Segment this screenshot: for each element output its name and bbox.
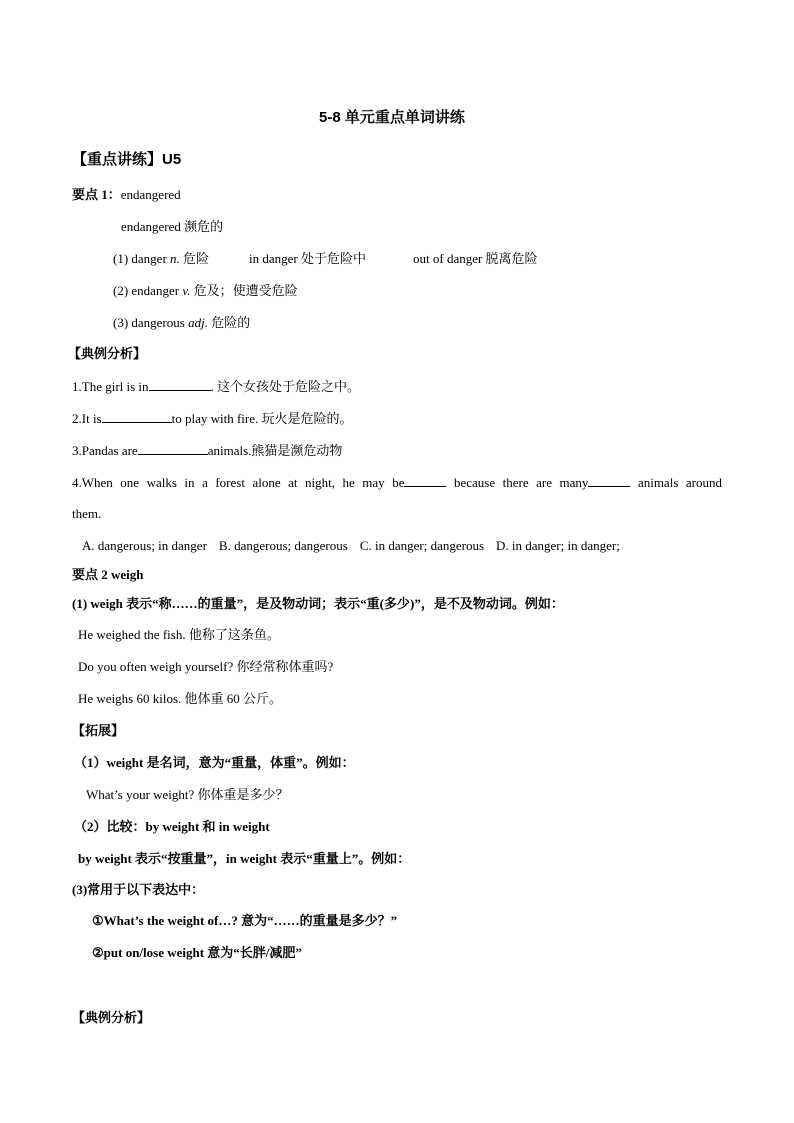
options-row [82, 538, 620, 554]
item-num: (2) endanger [113, 283, 183, 298]
point1-phrase-out-of-danger: out of danger 脱离危险 [413, 251, 538, 266]
item-cn: 危险 [179, 251, 210, 266]
option-c[interactable]: C. in danger; dangerous [359, 538, 485, 553]
extension-expr-2: ②put on/lose weight 意为“长胖/减肥” [92, 945, 302, 960]
point1-item-3 [113, 315, 250, 331]
exercise-text: 2.It is [72, 411, 102, 426]
exercise-4 [72, 474, 722, 491]
extension-item-1-example: What’s your weight? 你体重是多少？ [86, 787, 289, 802]
point1-heading [72, 187, 181, 203]
answer-blank[interactable] [588, 474, 630, 487]
exercise-text: animals.熊猫是濒危动物 [207, 443, 343, 458]
section-heading: 【重点讲练】U5 [72, 151, 182, 168]
extension-item-1: （1）weight 是名词，意为“重量，体重”。例如： [74, 755, 355, 770]
exercise-2 [72, 410, 353, 427]
exercise-text: 4.When one walks in a forest alone at night, he may be [72, 475, 405, 490]
item-num: (1) danger [113, 251, 171, 266]
item-cn: 危及；使遭受危险 [190, 283, 298, 298]
exercise-text: 1.The girl is in [72, 379, 149, 394]
exercise-text: 3.Pandas are [72, 443, 138, 458]
extension-heading: 【拓展】 [72, 723, 125, 738]
option-d[interactable]: D. in danger; in danger; [496, 538, 620, 553]
option-a[interactable]: A. dangerous; in danger [82, 538, 207, 553]
point1-item-2 [113, 283, 298, 299]
exercise-text: to play with fire. 玩火是危险的。 [171, 411, 353, 426]
extension-expr-1: ①What’s the weight of…? 意为“……的重量是多少？” [92, 913, 398, 928]
point1-meaning: endangered 濒危的 [121, 219, 224, 234]
extension-item-2-detail: by weight 表示“按重量”，in weight 表示“重量上”。例如： [78, 851, 411, 866]
example-heading: 【典例分析】 [68, 346, 147, 361]
extension-item-3: (3)常用于以下表达中： [72, 882, 205, 897]
example-heading-2: 【典例分析】 [72, 1010, 151, 1025]
item-cn: 危险的 [207, 315, 251, 330]
exercise-text: because there are many [454, 475, 589, 490]
point2-example-2: Do you often weigh yourself? 你经常称体重吗? [78, 659, 334, 674]
exercise-4-cont: them. [72, 506, 102, 521]
exercise-3 [72, 442, 342, 459]
point2-rule: (1) weigh 表示“称……的重量”，是及物动词；表示“重(多少)”，是不及物动词。例如： [72, 596, 564, 611]
point1-item-1 [113, 251, 209, 267]
answer-blank[interactable] [149, 378, 211, 391]
answer-blank[interactable] [138, 442, 208, 455]
exercise-1 [72, 378, 360, 395]
point1-phrase-in-danger: in danger 处于危险中 [249, 251, 366, 266]
exercise-text: animals around [637, 475, 722, 490]
page-title: 5-8 单元重点单词讲练 [319, 109, 465, 126]
extension-item-2: （2）比较：by weight 和 in weight [74, 819, 270, 834]
exercise-text: . 这个女孩处于危险之中。 [210, 379, 361, 394]
answer-blank[interactable] [404, 474, 446, 487]
point1-word: endangered [120, 187, 181, 202]
point1-label: 要点 1： [72, 187, 121, 202]
answer-blank[interactable] [102, 410, 172, 423]
option-b[interactable]: B. dangerous; dangerous [218, 538, 348, 553]
item-pos: adj. [188, 315, 208, 330]
item-num: (3) dangerous [113, 315, 189, 330]
point2-heading: 要点 2 weigh [72, 567, 144, 582]
point2-example-1: He weighed the fish. 他称了这条鱼。 [78, 627, 280, 642]
item-pos: v. [182, 283, 191, 298]
point2-example-3: He weighs 60 kilos. 他体重 60 公斤。 [78, 691, 283, 706]
item-pos: n. [170, 251, 180, 266]
